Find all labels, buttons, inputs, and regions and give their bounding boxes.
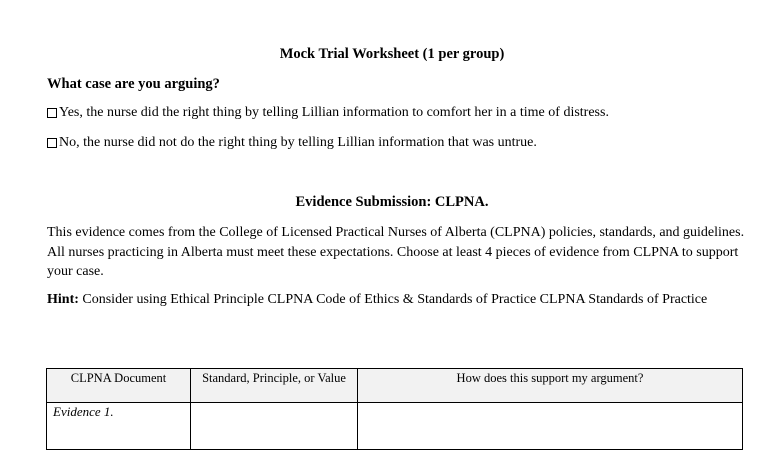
- option-yes[interactable]: [47, 105, 609, 121]
- header-standard-principle-value: Standard, Principle, or Value: [191, 369, 358, 403]
- option-yes-label: Yes, the nurse did the right thing by telling Lillian information to comfort her in a time of distress.: [59, 105, 609, 120]
- hint-label: Hint:: [47, 292, 79, 307]
- evidence-table: [46, 368, 743, 450]
- evidence-instructions: This evidence comes from the College of Licensed Practical Nurses of Alberta (CLPNA) policies, standards, and guidelines. All nurses practicing in Alberta must meet these expectations. Choose at least 4 pieces of evidence from CLPNA to support your case.: [47, 225, 745, 279]
- option-no-label: No, the nurse did not do the right thing by telling Lillian information that was untrue.: [59, 135, 537, 150]
- checkbox-no[interactable]: [47, 138, 57, 148]
- checkbox-yes[interactable]: [47, 108, 57, 118]
- hint-paragraph: [47, 290, 747, 310]
- option-no[interactable]: [47, 135, 537, 151]
- evidence-1-support-cell[interactable]: [358, 403, 743, 450]
- table-row: [47, 403, 743, 450]
- evidence-1-standard-cell[interactable]: [191, 403, 358, 450]
- worksheet-title: Mock Trial Worksheet (1 per group): [279, 46, 505, 62]
- header-clpna-document: CLPNA Document: [47, 369, 191, 403]
- hint-text: Consider using Ethical Principle CLPNA Code of Ethics & Standards of Practice CLPNA Standards of Practice: [78, 292, 708, 307]
- header-support-argument: How does this support my argument?: [358, 369, 743, 403]
- case-question: What case are you arguing?: [47, 76, 220, 92]
- table-header-row: [47, 369, 743, 403]
- section-title: Evidence Submission: CLPNA.: [295, 194, 489, 210]
- evidence-1-cell[interactable]: Evidence 1.: [47, 403, 191, 450]
